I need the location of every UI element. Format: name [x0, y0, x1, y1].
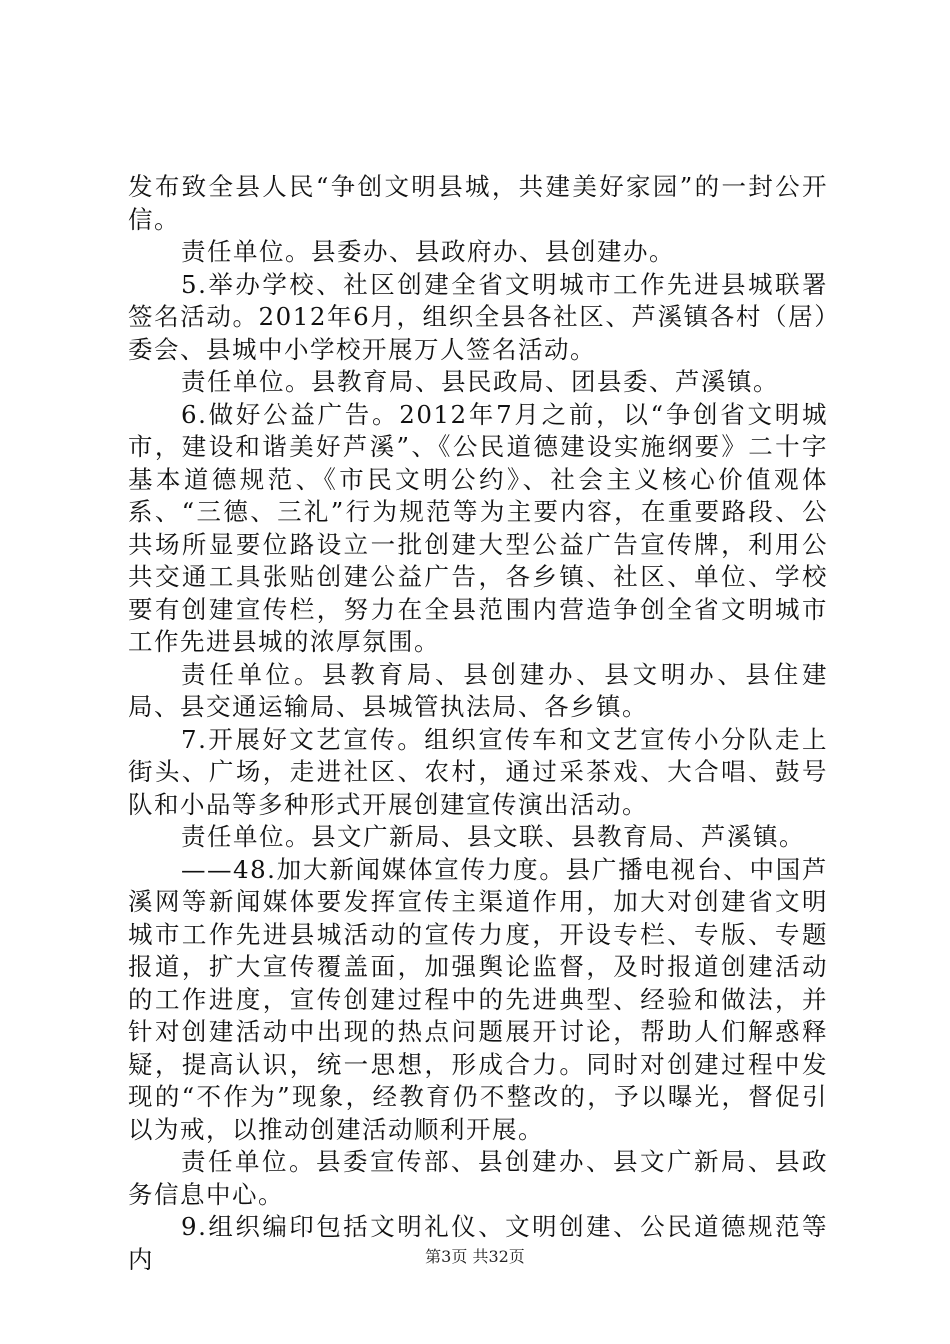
- paragraph-2: 责任单位。县委办、县政府办、县创建办。: [181, 237, 675, 266]
- paragraph-7: 7.开展好文艺宣传。组织宣传车和文艺宣传小分队走上街头、广场，走进社区、农村，通过采茶戏、大合唱、鼓号队和小品等多种形式开展创建宣传演出活动。: [128, 724, 828, 819]
- paragraph-1: 发布致全县人民“争创文明县城，共建美好家园”的一封公开信。: [128, 172, 828, 234]
- paragraph-8: 责任单位。县文广新局、县文联、县教育局、芦溪镇。: [181, 822, 805, 851]
- paragraph-9: ——48.加大新闻媒体宣传力度。县广播电视台、中国芦溪网等新闻媒体要发挥宣传主渠道作用，加大对创建省文明城市工作先进县城活动的宣传力度，开设专栏、专版、专题报道，扩大宣传覆盖面，加强舆论监督，及时报道创建活动的工作进度，宣传创建过程中的先进典型、经验和做法，并针对创建活动中出现的热点问题展开讨论，帮助人们解惑释疑，提高认识，统一思想，形成合力。同时对创建过程中发现的“不作为”现象，经教育仍不整改的，予以曝光，督促引以为戒，以推动创建活动顺利开展。: [128, 854, 828, 1144]
- paragraph-6: 责任单位。县教育局、县创建办、县文明办、县住建局、县交通运输局、县城管执法局、各乡镇。: [128, 659, 828, 721]
- document-body: [128, 171, 828, 1276]
- page-footer: 第3页 共32页: [425, 1247, 525, 1266]
- paragraph-5: 6.做好公益广告。2012年7月之前，以“争创省文明城市，建设和谐美好芦溪”、《公民道德建设实施纲要》二十字基本道德规范、《市民文明公约》、社会主义核心价值观体系、“三德、三礼”行为规范等为主要内容，在重要路段、公共场所显要位路设立一批创建大型公益广告宣传牌，利用公共交通工具张贴创建公益广告，各乡镇、社区、单位、学校要有创建宣传栏，努力在全县范围内营造争创全省文明城市工作先进县城的浓厚氛围。: [128, 399, 828, 656]
- paragraph-4: 责任单位。县教育局、县民政局、团县委、芦溪镇。: [181, 367, 779, 396]
- paragraph-10: 责任单位。县委宣传部、县创建办、县文广新局、县政务信息中心。: [128, 1147, 828, 1209]
- paragraph-11: 9.组织编印包括文明礼仪、文明创建、公民道德规范等内: [128, 1212, 828, 1274]
- paragraph-3: 5.举办学校、社区创建全省文明城市工作先进县城联署签名活动。2012年6月，组织全县各社区、芦溪镇各村（居）委会、县城中小学校开展万人签名活动。: [128, 269, 828, 364]
